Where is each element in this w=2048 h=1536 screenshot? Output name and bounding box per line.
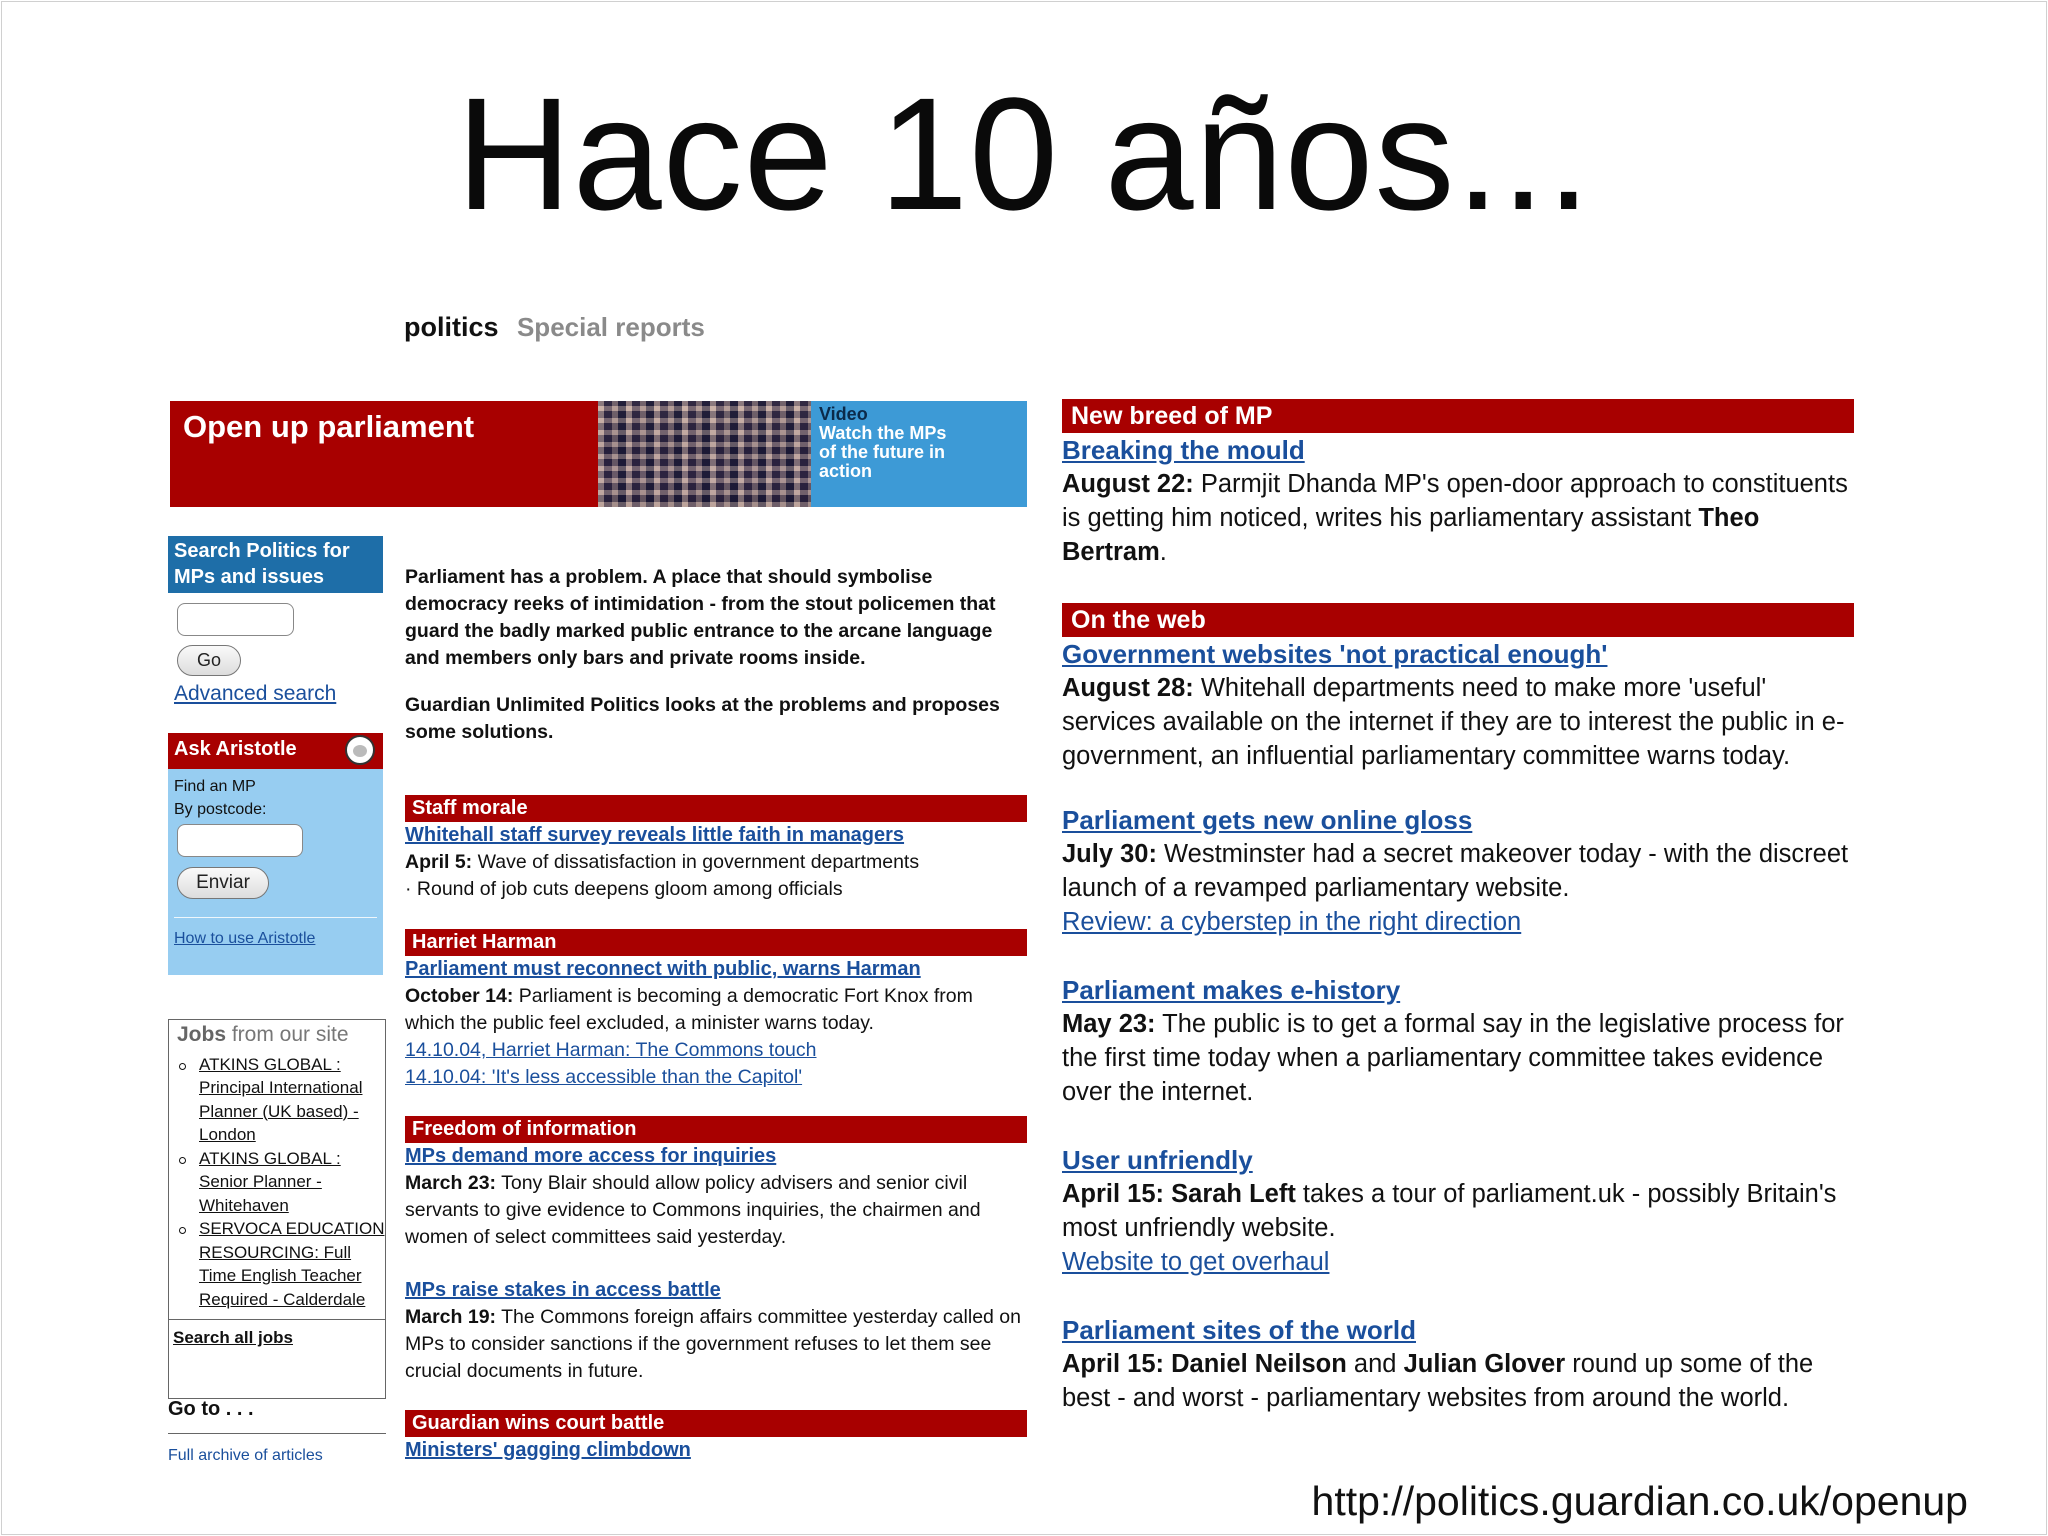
full-archive-link[interactable]: Full archive of articles (168, 1447, 323, 1464)
advanced-search-link[interactable]: Advanced search (174, 682, 337, 705)
related-link[interactable]: Website to get overhaul (1062, 1248, 1330, 1276)
article-text: Tony Blair should allow policy advisers and senior civil servants to give evidence to Commons inquiries, the chairmen and women of select committees said yesterday. (405, 1172, 981, 1248)
article-bullet: · Round of job cuts deepens gloom among officials (405, 878, 843, 900)
article-date: March 23: (405, 1172, 497, 1194)
aristotle-heading (168, 733, 383, 769)
banner-title-block (170, 401, 598, 507)
section-header: Freedom of information (405, 1116, 1027, 1143)
nav-politics[interactable]: politics (404, 312, 499, 342)
job-item[interactable]: ATKINS GLOBAL : Senior Planner - Whitehaven (175, 1147, 385, 1218)
related-link[interactable]: 14.10.04: 'It's less accessible than the Capitol' (405, 1066, 803, 1088)
article-text: takes a tour of parliament.uk - possibly Britain's most unfriendly website. (1062, 1180, 1837, 1242)
staff-morale-section (405, 795, 1027, 903)
how-to-use-aristotle-link[interactable]: How to use Aristotle (174, 930, 316, 947)
search-input[interactable] (177, 603, 294, 636)
search-heading-line1: Search Politics for (174, 540, 350, 562)
headline-link[interactable]: Ministers' gagging climbdown (405, 1439, 691, 1461)
job-item[interactable]: ATKINS GLOBAL : Principal International Planner (UK based) - London (175, 1053, 385, 1147)
article-text: The Commons foreign affairs committee yesterday called on MPs to consider sanctions if the government refuses to let them see crucial documents in future. (405, 1306, 1021, 1382)
postcode-label: By postcode: (174, 801, 267, 818)
headline-link[interactable]: MPs demand more access for inquiries (405, 1145, 777, 1167)
article-author: Sarah Left (1171, 1180, 1296, 1208)
article-summary (1062, 1007, 1854, 1109)
related-link[interactable]: 14.10.04, Harriet Harman: The Commons touch (405, 1039, 817, 1061)
jobs-heading (169, 1020, 385, 1053)
article-text: round up some of the best - and worst - parliamentary websites from around the world. (1062, 1350, 1814, 1412)
headline-link[interactable]: MPs raise stakes in access battle (405, 1279, 721, 1301)
article-date: August 22: (1062, 470, 1194, 498)
section-header: On the web (1062, 603, 1854, 637)
site-nav (404, 312, 705, 343)
banner-title: Open up parliament (183, 409, 475, 444)
video-text-2: of the future in (819, 442, 945, 462)
court-battle-section (405, 1410, 1027, 1464)
goto-divider (168, 1433, 386, 1434)
ask-aristotle-box (168, 733, 383, 975)
headline-link[interactable]: Parliament sites of the world (1062, 1315, 1416, 1345)
video-label: Video (819, 404, 868, 424)
jobs-box (168, 1019, 386, 1399)
section-header: Guardian wins court battle (405, 1410, 1027, 1437)
aristotle-heading-text: Ask Aristotle (174, 738, 297, 760)
article-text: Wave of dissatisfaction in government departments (472, 851, 920, 873)
article-date: April 15: (1062, 1350, 1165, 1378)
intro-paragraph-1: Parliament has a problem. A place that should symbolise democracy reeks of intimidation - from the stout policemen that guard the badly marked public entrance to the arcane language and members only bars and private rooms inside. (405, 566, 996, 669)
article-summary (1062, 837, 1854, 905)
article-date: May 23: (1062, 1010, 1156, 1038)
article-summary (1062, 1347, 1854, 1415)
article-date: October 14: (405, 985, 514, 1007)
article-summary (405, 849, 1027, 876)
intro-text (405, 564, 1030, 746)
article-text: Westminster had a secret makeover today - with the discreet launch of a revamped parliamentary website. (1062, 840, 1849, 902)
search-go-button[interactable]: Go (177, 645, 241, 676)
search-heading-line2: MPs and issues (174, 566, 325, 588)
article-text: Whitehall departments need to make more 'useful' services available on the internet if they are to interest the public in e-government, an influential parliamentary committee warns today. (1062, 674, 1845, 770)
banner-photo (598, 401, 811, 507)
article-summary (405, 1170, 1027, 1251)
video-promo[interactable] (811, 401, 1027, 507)
article-author: Daniel Neilson (1171, 1350, 1347, 1378)
freedom-of-information-section (405, 1116, 1027, 1385)
article-summary (405, 1304, 1027, 1385)
article-text: Parliament is becoming a democratic Fort Knox from which the public feel excluded, a minister warns today. (405, 985, 973, 1034)
new-breed-section (1062, 399, 1854, 569)
find-mp-label: Find an MP (174, 778, 256, 795)
headline-link[interactable]: Whitehall staff survey reveals little faith in managers (405, 824, 905, 846)
article-summary (1062, 1177, 1854, 1245)
article-end: . (1159, 538, 1167, 566)
jobs-list (169, 1053, 385, 1312)
search-politics-box (168, 536, 383, 706)
aristotle-divider (174, 917, 377, 918)
jobs-heading-rest: from our site (226, 1023, 349, 1046)
nav-special-reports[interactable]: Special reports (516, 312, 705, 342)
article-date: July 30: (1062, 840, 1157, 868)
video-text-3: action (819, 461, 873, 481)
article-summary (1062, 467, 1854, 569)
search-heading (168, 536, 383, 593)
headline-link[interactable]: Government websites 'not practical enough' (1062, 639, 1608, 669)
go-to-label: Go to . . . (168, 1398, 254, 1420)
source-url: http://politics.guardian.co.uk/openup (1311, 1478, 1968, 1524)
article-date: April 5: (405, 851, 473, 873)
article-summary (1062, 671, 1854, 773)
slide-title: Hace 10 años... (456, 64, 1592, 243)
article-text: The public is to get a formal say in the legislative process for the first time today when a parliamentary committee takes evidence over the internet. (1062, 1010, 1844, 1106)
article-date: April 15: (1062, 1180, 1165, 1208)
headline-link[interactable]: Parliament makes e-history (1062, 975, 1401, 1005)
headline-link[interactable]: Breaking the mould (1062, 435, 1305, 465)
article-date: March 19: (405, 1306, 497, 1328)
section-header: New breed of MP (1062, 399, 1854, 433)
related-link[interactable]: Review: a cyberstep in the right direction (1062, 908, 1522, 936)
on-the-web-section (1062, 603, 1854, 1415)
search-all-jobs-link[interactable]: Search all jobs (173, 1328, 293, 1347)
section-header: Staff morale (405, 795, 1027, 822)
article-author: Julian Glover (1403, 1350, 1566, 1378)
jobs-heading-bold: Jobs (177, 1023, 227, 1046)
headline-link[interactable]: Parliament must reconnect with public, warns Harman (405, 958, 921, 980)
open-up-parliament-banner (170, 401, 1027, 507)
video-text-1: Watch the MPs (819, 423, 947, 443)
postcode-input[interactable] (177, 824, 303, 857)
article-author: Theo Bertram (1062, 504, 1760, 566)
enviar-button[interactable]: Enviar (177, 867, 269, 899)
article-text: Parmjit Dhanda MP's open-door approach to constituents is getting him noticed, writes his parliamentary assistant (1062, 470, 1848, 532)
aristotle-bust-icon (345, 735, 375, 765)
headline-link[interactable]: Parliament gets new online gloss (1062, 805, 1473, 835)
job-item[interactable]: SERVOCA EDUCATION RESOURCING: Full Time English Teacher Required - Calderdale (175, 1217, 385, 1311)
section-header: Harriet Harman (405, 929, 1027, 956)
article-conjunction: and (1346, 1350, 1404, 1378)
headline-link[interactable]: User unfriendly (1062, 1145, 1253, 1175)
harriet-harman-section (405, 929, 1027, 1091)
article-date: August 28: (1062, 674, 1194, 702)
article-summary (405, 983, 1027, 1037)
intro-paragraph-2: Guardian Unlimited Politics looks at the problems and proposes some solutions. (405, 694, 1000, 743)
